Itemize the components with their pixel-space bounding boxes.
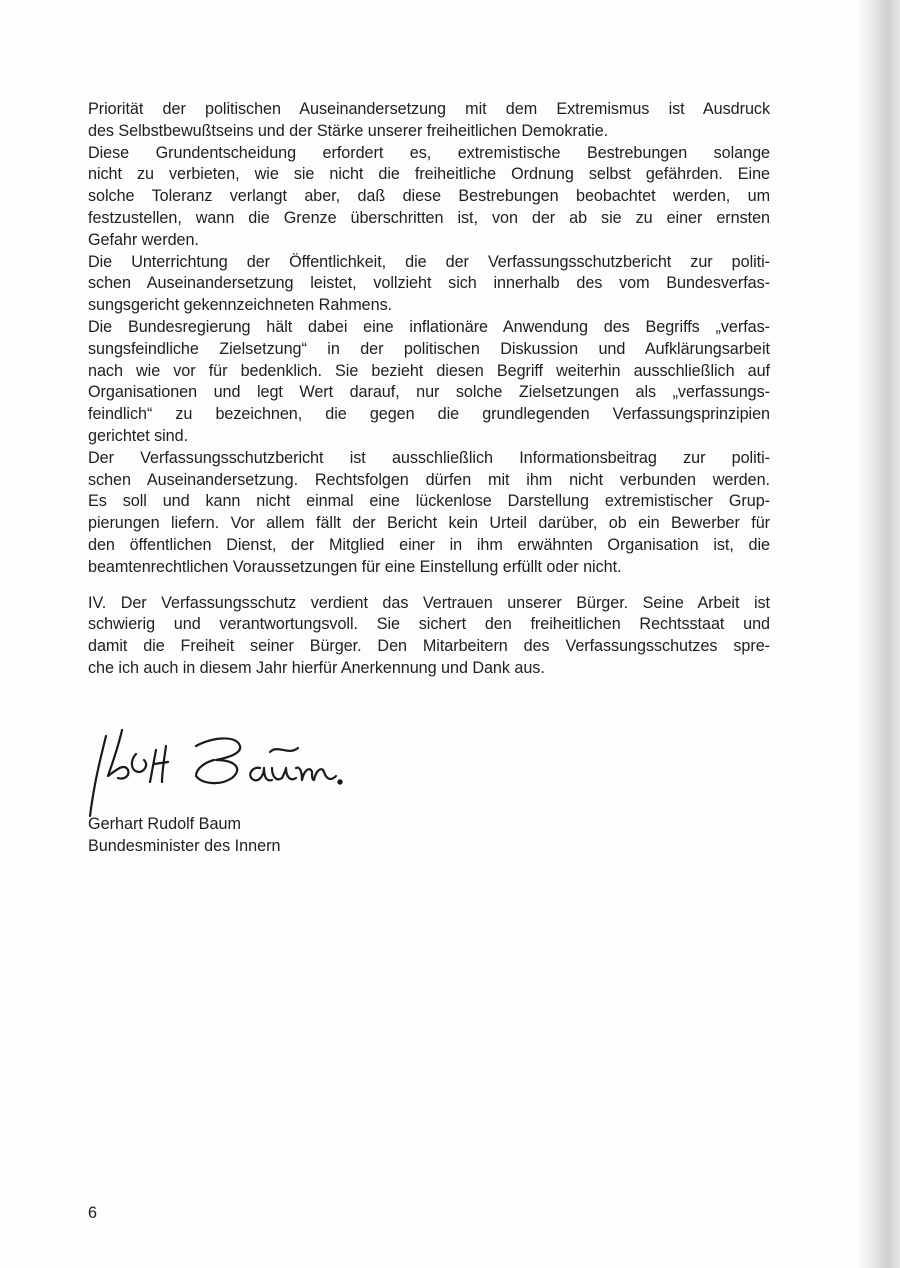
text-line: pierungen liefern. Vor allem fällt der Bericht kein Urteil darüber, ob ein Bewerber für xyxy=(88,514,770,533)
text-line: Priorität der politischen Auseinandersetzung mit dem Extremismus ist Ausdruck xyxy=(88,100,770,118)
text-line: Es soll und kann nicht einmal eine lückenlose Darstellung extremistischer Grup- xyxy=(88,492,770,511)
paragraph-gap xyxy=(88,579,770,593)
page-edge-shadow xyxy=(858,0,900,1268)
paragraph xyxy=(88,99,770,143)
text-line: Die Bundesregierung hält dabei eine inflationäre Anwendung des Begriffs „verfas- xyxy=(88,317,770,336)
text-line: Organisationen und legt Wert darauf, nur solche Zielsetzungen als „verfassungs- xyxy=(88,383,770,402)
signer-block xyxy=(88,814,281,858)
paragraph xyxy=(88,143,770,252)
text-line: che ich auch in diesem Jahr hierfür Anerkennung und Dank aus. xyxy=(88,658,545,677)
text-line: nicht zu verbieten, wie sie nicht die freiheitliche Ordnung selbst gefährden. Eine xyxy=(88,165,770,184)
text-line: Gefahr werden. xyxy=(88,230,199,249)
text-line: Diese Grundentscheidung erfordert es, extremistische Bestrebungen solange xyxy=(88,143,770,162)
paragraph xyxy=(88,593,770,680)
text-line: solche Toleranz verlangt aber, daß diese Bestrebungen beobachtet werden, um xyxy=(88,187,770,206)
text-line: schwierig und verantwortungsvoll. Sie sichert den freiheitlichen Rechtsstaat und xyxy=(88,615,770,634)
text-line: schen Auseinandersetzung. Rechtsfolgen dürfen mit ihm nicht verbunden werden. xyxy=(88,470,770,489)
text-line: gerichtet sind. xyxy=(88,426,189,445)
body-text xyxy=(88,99,770,680)
text-line: sungsfeindliche Zielsetzung“ in der politischen Diskussion und Aufklärungsarbeit xyxy=(88,339,770,358)
paragraph xyxy=(88,448,770,579)
text-line: beamtenrechtlichen Voraussetzungen für eine Einstellung erfüllt oder nicht. xyxy=(88,557,622,576)
text-line: nach wie vor für bedenklich. Sie bezieht diesen Begriff weiterhin ausschließlich auf xyxy=(88,361,770,380)
signer-name: Gerhart Rudolf Baum xyxy=(88,815,241,833)
text-line: damit die Freiheit seiner Bürger. Den Mitarbeitern des Verfassungsschutzes spre- xyxy=(88,637,770,656)
text-line: Der Verfassungsschutzbericht ist ausschließlich Informationsbeitrag zur politi- xyxy=(88,448,770,467)
text-line: feindlich“ zu bezeichnen, die gegen die grundlegenden Verfassungsprinzipien xyxy=(88,405,770,424)
paragraph xyxy=(88,252,770,317)
text-line: IV. Der Verfassungsschutz verdient das Vertrauen unserer Bürger. Seine Arbeit ist xyxy=(88,593,770,612)
text-line: den öffentlichen Dienst, der Mitglied einer in ihm erwähnten Organisation ist, die xyxy=(88,535,770,554)
text-line: festzustellen, wann die Grenze überschritten ist, von der ab sie zu einer ernsten xyxy=(88,208,770,227)
text-line: schen Auseinandersetzung leistet, vollzieht sich innerhalb des vom Bundesverfas- xyxy=(88,274,770,293)
signer-title: Bundesminister des Innern xyxy=(88,836,281,855)
text-line: Die Unterrichtung der Öffentlichkeit, die der Verfassungsschutzbericht zur politi- xyxy=(88,252,770,271)
handwritten-signature xyxy=(84,724,364,820)
text-line: des Selbstbewußtseins und der Stärke unserer freiheitlichen Demokratie. xyxy=(88,121,609,140)
paragraph xyxy=(88,317,770,448)
text-line: sungsgericht gekennzeichneten Rahmens. xyxy=(88,296,393,315)
page-number: 6 xyxy=(88,1204,98,1222)
